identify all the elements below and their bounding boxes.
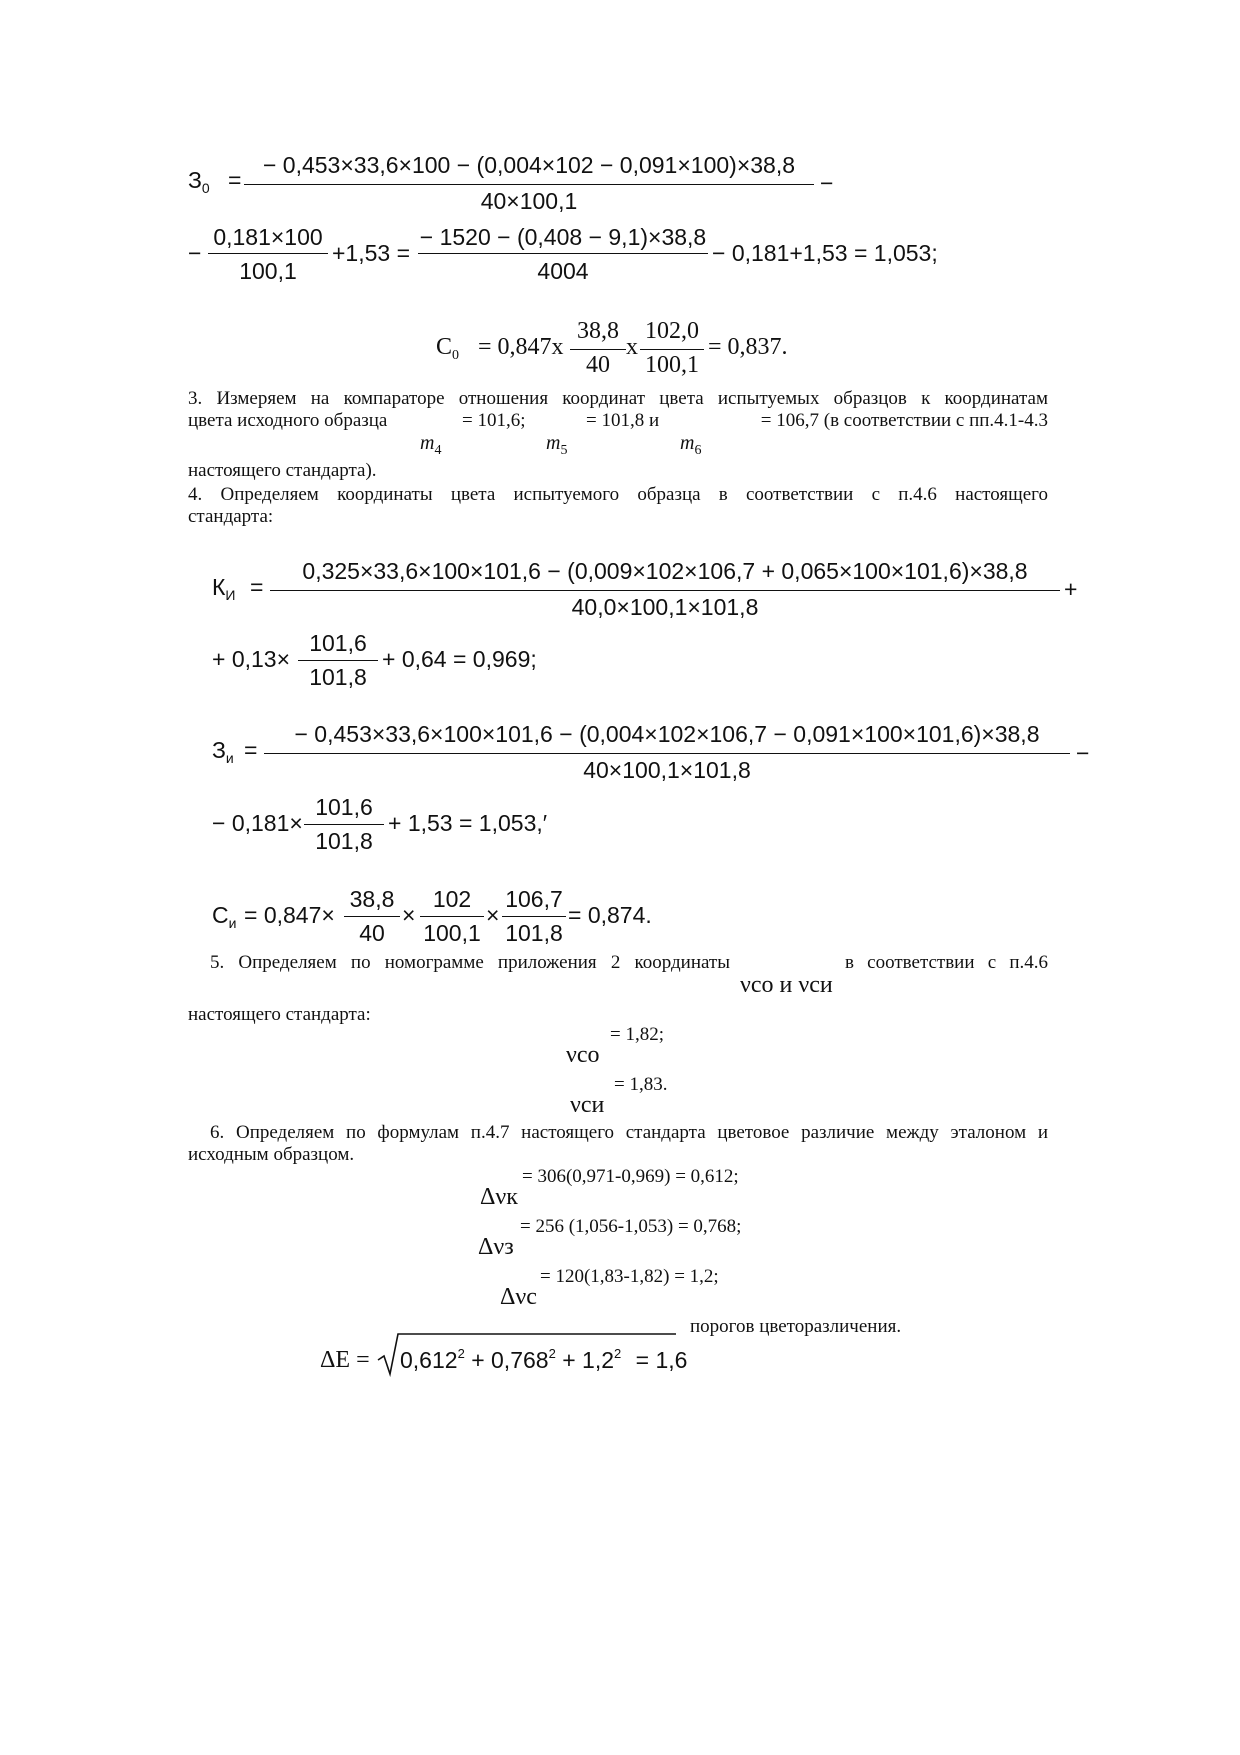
c0-mid: = 0,847х xyxy=(478,334,564,360)
ci-frac2-denominator: 100,1 xyxy=(423,920,481,946)
step5-line1-tail: в соответствии с п.4.6 xyxy=(845,952,1048,973)
ci-times2: × xyxy=(486,902,500,928)
ki-equals: = xyxy=(250,574,264,600)
ki-tail: + 0,64 = 0,969; xyxy=(382,646,537,672)
step3-value-m5: = 101,8 и xyxy=(586,410,660,431)
ci-frac2-bar xyxy=(420,916,484,917)
delta-c-value: = 120(1,83-1,82) = 1,2; xyxy=(540,1266,719,1287)
delta-e-unit-text: порогов цветоразличения. xyxy=(690,1316,902,1337)
ki-frac2-bar xyxy=(298,660,378,661)
ki-trailing-plus: + xyxy=(1064,576,1078,602)
ci-result: = 0,874. xyxy=(568,902,652,928)
zi-equals: = xyxy=(244,737,258,763)
z0-frac2-bar xyxy=(208,253,328,254)
z0-numerator: − 0,453×33,6×100 − (0,004×102 − 0,091×100)×38,8 xyxy=(262,152,796,178)
delta-z-value: = 256 (1,056-1,053) = 0,768; xyxy=(520,1216,742,1237)
zi-trailing-minus: − xyxy=(1076,740,1090,766)
step3-value-m4: = 101,6; xyxy=(462,410,526,431)
step6-line1: 6. Определяем по формулам п.4.7 настоящего стандарта цветовое различие между эталоном и xyxy=(210,1122,1048,1143)
ki-frac2-numerator: 101,6 xyxy=(309,630,367,656)
delta-e-radicand: $0,612^2 + 0,768^2 + 1,2^2 = 1,6$ xyxy=(400,1346,688,1373)
ci-frac1-numerator: 38,8 xyxy=(349,886,395,912)
ki-denominator: 40,0×100,1×101,8 xyxy=(571,594,759,620)
ki-frac2-denominator: 101,8 xyxy=(309,664,367,690)
nu-co-value: = 1,82; xyxy=(610,1024,664,1045)
z0-frac3-denominator: 4004 xyxy=(537,258,589,284)
zi-frac2-denominator: 101,8 xyxy=(315,828,373,854)
step4-line1: 4. Определяем координаты цвета испытуемого образца в соответствии с п.4.6 настоящего xyxy=(188,484,1048,505)
ci-mid: = 0,847× xyxy=(244,902,335,928)
z0-trailing-minus: − xyxy=(820,170,834,196)
delta-k-value: = 306(0,971-0,969) = 0,612; xyxy=(522,1166,739,1187)
z0-fraction-bar xyxy=(244,184,814,185)
z0-frac3-numerator: − 1520 − (0,408 − 9,1)×38,8 xyxy=(419,224,707,250)
c0-frac2-numerator: 102,0 xyxy=(645,318,699,344)
ci-frac3-numerator: 106,7 xyxy=(505,886,563,912)
z0-equals: = xyxy=(228,167,242,193)
z0-label: $З_0$ xyxy=(188,167,210,196)
ki-label: $К_И$ xyxy=(212,574,236,603)
c0-frac2-bar xyxy=(640,349,704,350)
z0-mid: +1,53 = xyxy=(332,240,411,266)
step6-line2: исходным образцом. xyxy=(188,1144,355,1165)
z0-denominator: 40×100,1 xyxy=(480,188,578,214)
ci-label: $С_и$ xyxy=(212,902,237,931)
ci-frac1-bar xyxy=(344,916,400,917)
ci-times1: × xyxy=(402,902,416,928)
zi-label: $З_и$ xyxy=(212,737,234,766)
c0-label: $C_0$ xyxy=(436,334,460,363)
c0-frac1-bar xyxy=(570,349,626,350)
c0-frac1-denominator: 40 xyxy=(586,352,610,378)
ci-frac2-numerator: 102 xyxy=(432,886,472,912)
zi-tail: + 1,53 = 1,053,′ xyxy=(388,810,548,836)
delta-k-symbol: Δνк xyxy=(480,1184,518,1210)
step3-line3: настоящего стандарта). xyxy=(188,460,377,481)
z0-frac3-bar xyxy=(418,253,708,254)
c0-result: = 0,837. xyxy=(708,334,788,360)
step5-nu-pair: νсо и νси xyxy=(740,972,833,998)
c0-frac2-denominator: 100,1 xyxy=(645,352,699,378)
ki-line2-lead: + 0,13× xyxy=(212,646,291,672)
zi-frac2-bar xyxy=(304,824,384,825)
step3-value-m6: = 106,7 (в соответствии с пп.4.1-4.3 xyxy=(760,410,1048,431)
delta-z-symbol: Δνз xyxy=(478,1234,514,1260)
step5-line1-text: 5. Определяем по номограмме приложения 2 координаты xyxy=(210,952,730,973)
zi-denominator: 40×100,1×101,8 xyxy=(583,757,751,783)
z0-line2-lead: − xyxy=(188,240,202,266)
ki-numerator: 0,325×33,6×100×101,6 − (0,009×102×106,7 + 0,065×100×101,6)×38,8 xyxy=(302,558,1028,584)
nu-co-symbol: νсо xyxy=(566,1042,600,1068)
step4-line2: стандарта: xyxy=(188,506,274,527)
c0-frac1-numerator: 38,8 xyxy=(577,318,619,344)
zi-line2-lead: − 0,181× xyxy=(212,810,303,836)
delta-c-symbol: Δνс xyxy=(500,1284,537,1310)
step5-line2: настоящего стандарта: xyxy=(188,1004,371,1025)
symbol-m5: $m_5$ xyxy=(546,432,568,458)
z0-frac2-denominator: 100,1 xyxy=(239,258,297,284)
nu-ci-symbol: νси xyxy=(570,1092,605,1118)
zi-numerator: − 0,453×33,6×100×101,6 − (0,004×102×106,7 − 0,091×100×101,6)×38,8 xyxy=(294,721,1040,747)
symbol-m6: $m_6$ xyxy=(680,432,702,458)
step3-line2-text: цвета исходного образца xyxy=(188,410,388,431)
ci-frac3-denominator: 101,8 xyxy=(505,920,563,946)
ki-fraction-bar xyxy=(270,590,1060,591)
nu-ci-value: = 1,83. xyxy=(614,1074,668,1095)
zi-fraction-bar xyxy=(264,753,1070,754)
delta-e-label: ΔE = xyxy=(320,1347,370,1373)
z0-frac2-numerator: 0,181×100 xyxy=(213,224,323,250)
zi-frac2-numerator: 101,6 xyxy=(315,794,373,820)
ci-frac3-bar xyxy=(502,916,566,917)
symbol-m4: $m_4$ xyxy=(420,432,442,458)
step3-line1: 3. Измеряем на компараторе отношения координат цвета испытуемых образцов к координатам xyxy=(188,388,1048,409)
z0-tail: − 0,181+1,53 = 1,053; xyxy=(712,240,938,266)
ci-frac1-denominator: 40 xyxy=(359,920,385,946)
c0-times: х xyxy=(626,334,638,360)
